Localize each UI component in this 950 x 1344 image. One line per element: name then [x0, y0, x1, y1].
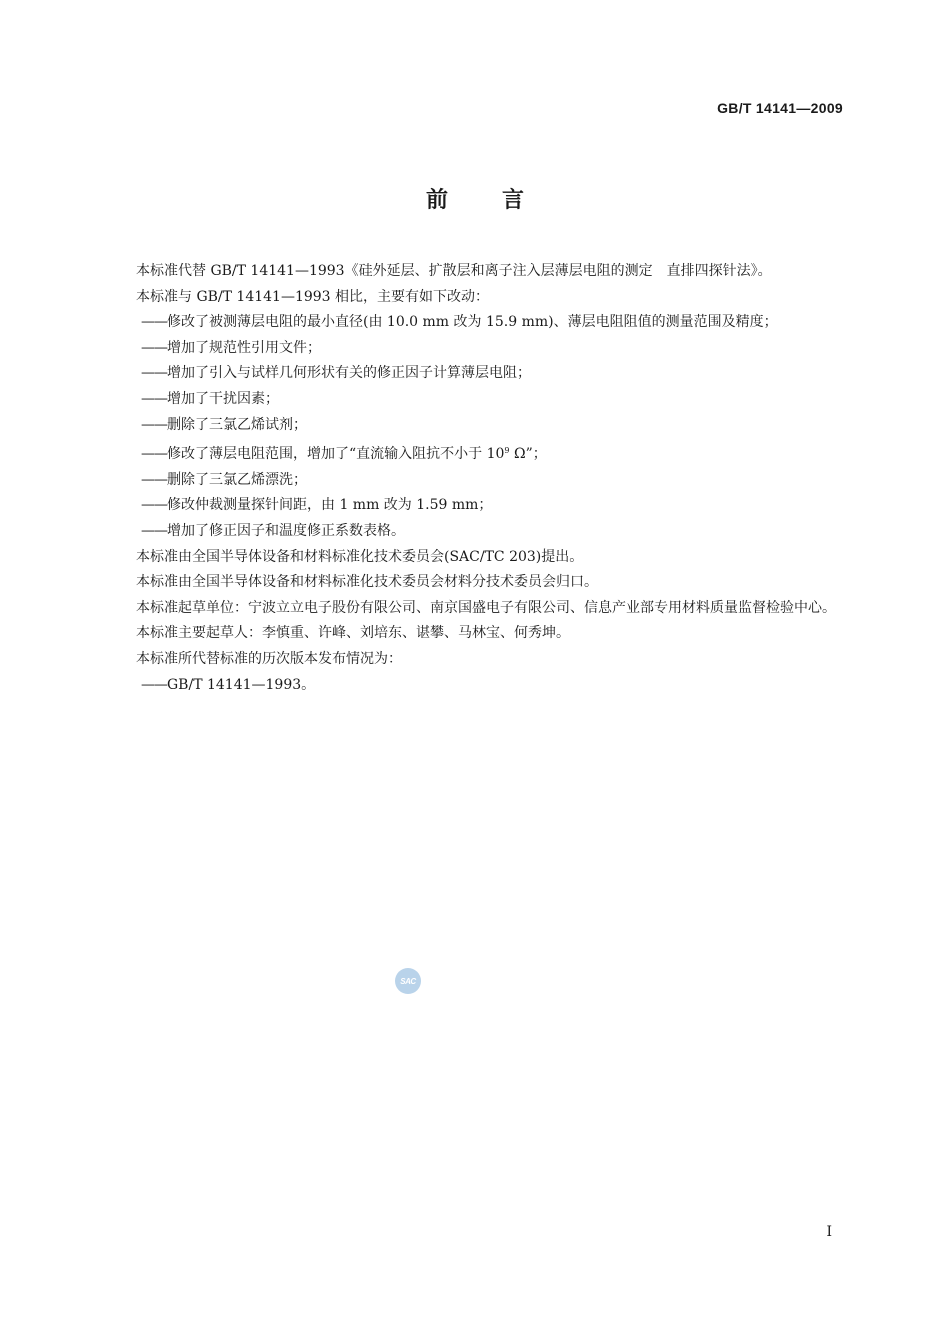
change-item-text: 删除了三氯乙烯试剂； — [167, 416, 307, 433]
change-item — [108, 387, 843, 413]
dash-marker: —— — [141, 416, 167, 433]
change-item-text-end: Ω”； — [509, 446, 547, 463]
paragraph-proposed-by: 本标准由全国半导体设备和材料标准化技术委员会(SAC/TC 203)提出。 — [136, 548, 584, 565]
paragraph-administered-by: 本标准由全国半导体设备和材料标准化技术委员会材料分技术委员会归口。 — [136, 574, 598, 591]
dash-marker: —— — [141, 471, 167, 488]
change-item — [108, 493, 843, 519]
dash-marker: —— — [141, 522, 167, 539]
change-item-text: 修改了被测薄层电阻的最小直径(由 10.0 mm 改为 15.9 mm)、薄层电阻阻值的测量范围及精度； — [167, 314, 778, 331]
change-item-text: 增加了干扰因素； — [167, 390, 279, 407]
change-item — [108, 438, 843, 468]
change-item — [108, 413, 843, 439]
change-item — [108, 310, 843, 336]
standard-code: GB/T 14141—2009 — [717, 100, 843, 116]
history-item — [108, 673, 843, 699]
change-item-text: 修改仲裁测量探针间距，由 1 mm 改为 1.59 mm； — [167, 497, 493, 514]
page-title-char-1: 前 — [425, 188, 448, 213]
change-item — [108, 519, 843, 545]
foreword-body — [108, 259, 843, 698]
history-item-text: GB/T 14141—1993。 — [167, 676, 316, 693]
dash-marker: —— — [141, 339, 167, 356]
page-number: I — [826, 1224, 832, 1240]
change-item — [108, 336, 843, 362]
change-item-text: 修改了薄层电阻范围，增加了“直流输入阻抗不小于 10 — [167, 446, 505, 463]
dash-marker: —— — [141, 446, 167, 463]
exponent: 9 — [504, 446, 510, 456]
change-item-text: 增加了引入与试样几何形状有关的修正因子计算薄层电阻； — [167, 365, 531, 382]
page-title — [0, 183, 950, 214]
change-item — [108, 468, 843, 494]
dash-marker: —— — [141, 676, 167, 693]
change-item-text: 删除了三氯乙烯漂洗； — [167, 471, 307, 488]
page-title-char-2: 言 — [502, 188, 525, 213]
paragraph-drafting-units: 本标准起草单位：宁波立立电子股份有限公司、南京国盛电子有限公司、信息产业部专用材料质量监督检验中心。 — [136, 599, 836, 616]
paragraph-history-intro: 本标准所代替标准的历次版本发布情况为： — [136, 650, 402, 667]
change-item — [108, 361, 843, 387]
change-item-text: 增加了规范性引用文件； — [167, 339, 321, 356]
dash-marker: —— — [141, 390, 167, 407]
paragraph-replaces: 本标准代替 GB/T 14141—1993《硅外延层、扩散层和离子注入层薄层电阻的测定 直排四探针法》。 — [136, 263, 772, 279]
change-item-text: 增加了修正因子和温度修正系数表格。 — [167, 522, 405, 539]
dash-marker: —— — [141, 314, 167, 331]
sac-watermark-logo: SAC — [395, 968, 421, 994]
paragraph-drafters: 本标准主要起草人：李慎重、许峰、刘培东、谌攀、马林宝、何秀坤。 — [136, 625, 570, 642]
dash-marker: —— — [141, 497, 167, 514]
paragraph-changes-intro: 本标准与 GB/T 14141—1993 相比，主要有如下改动： — [136, 288, 490, 305]
dash-marker: —— — [141, 365, 167, 382]
